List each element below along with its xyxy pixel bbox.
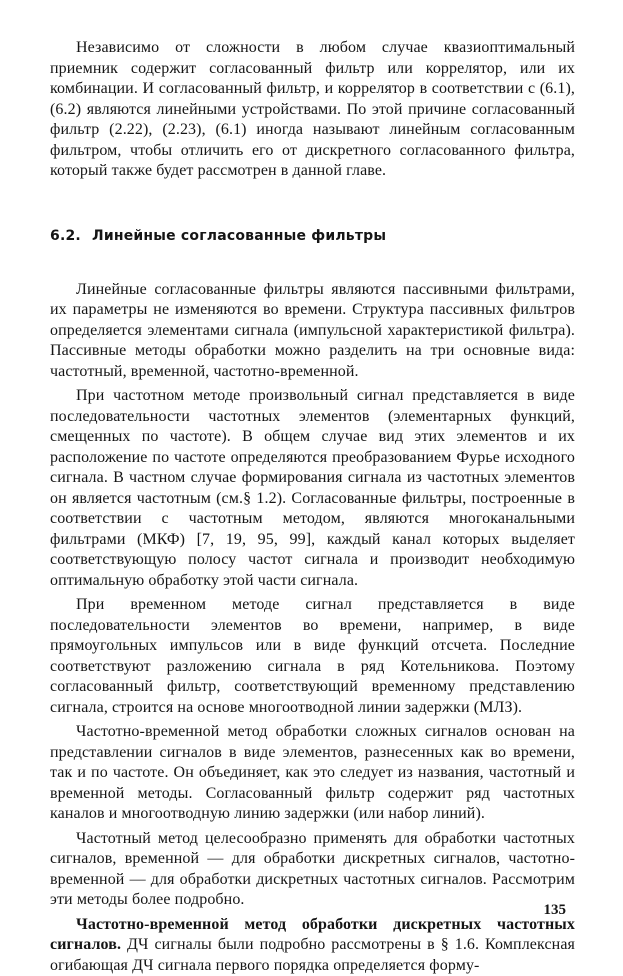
page-number: 135 — [544, 902, 567, 919]
intro-paragraph: Независимо от сложности в любом случае квазиоптимальный приемник содержит согласованный фильтр или коррелятор, или их комбинации. И согласованный фильтр, и коррелятор в соответствии с (6.1), (6.2) являются линейными устройствами. По этой причине согласованный фильтр (2.22), (2.23), (6.1) иногда называют линейным согласованным фильтром, чтобы отличить его от дискретного согласованного фильтра, который также будет рассмотрен в данной главе. — [50, 38, 575, 182]
page-body — [50, 38, 575, 976]
section-title: Линейные согласованные фильтры — [92, 228, 386, 244]
heading-spacer — [50, 246, 575, 280]
body-paragraph: Частотный метод целесообразно применять для обработки частотных сигналов, временной — для обработки дискретных сигналов, частотно-временной — для обработки дискретных частотных сигналов. Рассмотрим эти методы более подробно. — [50, 829, 575, 911]
section-number: 6.2. — [50, 226, 92, 246]
run-in-heading: Частотно-временной метод обработки дискретных частотных сигналов. — [50, 916, 575, 954]
body-paragraph: При частотном методе произвольный сигнал представляется в виде последовательности частотных элементов (элементарных функций, смещенных по частоте). В общем случае вид этих элементов и их расположение по частоте определяются преобразованием Фурье исходного сигнала. В частном случае формирования сигнала из частотных элементов он является частотным (см.§ 1.2). Согласованные фильтры, построенные в соответствии с частотным методом, являются многоканальными фильтрами (МКФ) [7, 19, 95, 99], каждый канал которых выделяет соответствующую полосу частот сигнала и производит необходимую оптимальную обработку этой части сигнала. — [50, 386, 575, 591]
body-paragraph: При временном методе сигнал представляется в виде последовательности элементов во времени, например, в виде прямоугольных импульсов или в виде функций отсчета. Последние соответствуют разложению сигнала в ряд Котельникова. Поэтому согласованный фильтр, соответствующий временному представлению сигнала, строится на основе многоотводной линии задержки (МЛЗ). — [50, 595, 575, 718]
body-paragraph: Линейные согласованные фильтры являются пассивными фильтрами, их параметры не изменяются во времени. Структура пассивных фильтров определяется элементами сигнала (импульсной характеристикой фильтра). Пассивные методы обработки можно разделить на три основные вида: частотный, временной, частотно-временной. — [50, 280, 575, 383]
section-heading — [50, 226, 575, 246]
final-paragraph — [50, 915, 575, 976]
body-paragraph: Частотно-временной метод обработки сложных сигналов основан на представлении сигналов в виде элементов, разнесенных как во времени, так и по частоте. Он объединяет, как это следует из названия, частотный и временной методы. Согласованный фильтр содержит ряд частотных каналов и многоотводную линию задержки (или набор линий). — [50, 722, 575, 825]
final-paragraph-text: ДЧ сигналы были подробно рассмотрены в § 1.6. Комплексная огибающая ДЧ сигнала первого порядка определяется форму- — [50, 936, 575, 974]
